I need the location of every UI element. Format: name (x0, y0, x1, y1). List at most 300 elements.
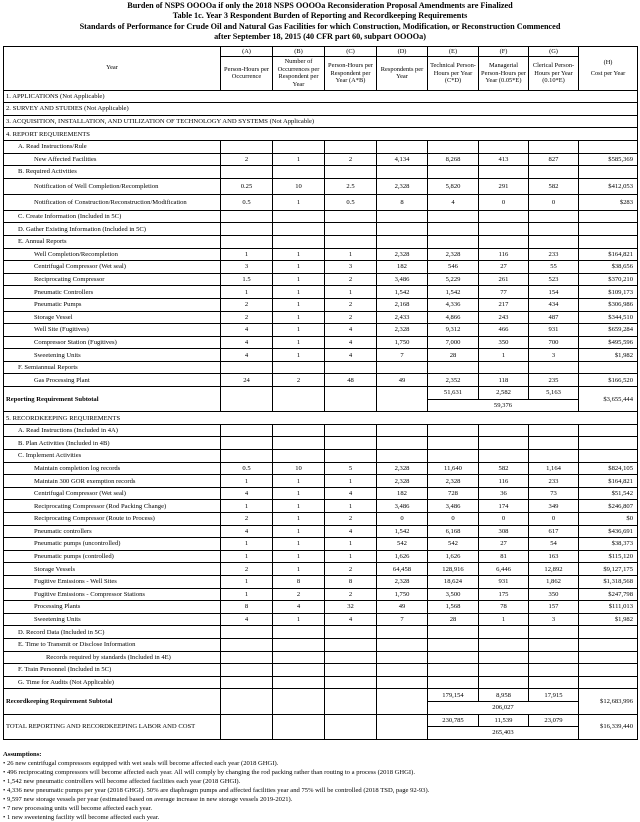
table-cell: 1 (273, 153, 325, 166)
table-cell: 4,134 (377, 153, 428, 166)
table-cell (529, 626, 579, 639)
row-label: Well Site (Fugitives) (4, 324, 221, 337)
subtotal-cost: $3,655,444 (579, 387, 638, 412)
table-cell: 4 (221, 525, 273, 538)
table-cell (529, 638, 579, 651)
table-cell (428, 140, 479, 153)
table-cell: 1 (273, 475, 325, 488)
table-cell: 1,862 (529, 575, 579, 588)
table-cell: $344,510 (579, 311, 638, 324)
table-cell: 163 (529, 550, 579, 563)
table-cell: 3,486 (377, 500, 428, 513)
table-cell: 827 (529, 153, 579, 166)
table-cell: 1 (273, 324, 325, 337)
table-cell (273, 651, 325, 664)
table-cell: 5,229 (428, 273, 479, 286)
table-cell: $166,520 (579, 374, 638, 387)
table-cell: 4 (221, 336, 273, 349)
table-cell: 3 (529, 349, 579, 362)
table-cell: $38,373 (579, 538, 638, 551)
blank-cell (273, 714, 325, 739)
table-cell: $283 (579, 194, 638, 210)
table-cell (529, 437, 579, 450)
table-cell: 235 (529, 374, 579, 387)
table-cell: 4 (325, 324, 377, 337)
table-cell: 1.5 (221, 273, 273, 286)
table-cell: 2,328 (377, 475, 428, 488)
table-cell (325, 235, 377, 248)
header-label-b: Number of Occurrences per Respondent per Year (273, 57, 325, 90)
table-cell: 7,000 (428, 336, 479, 349)
table-cell (428, 638, 479, 651)
table-cell (428, 235, 479, 248)
table-cell: 0 (377, 513, 428, 526)
table-row (4, 324, 638, 337)
row-label: C. Implement Activities (4, 450, 221, 463)
header-letter-a: (A) (221, 46, 273, 57)
table-cell: 182 (377, 487, 428, 500)
table-row (4, 261, 638, 274)
table-cell: 1 (221, 538, 273, 551)
row-label: Sweetening Units (4, 613, 221, 626)
table-cell: 1 (325, 286, 377, 299)
table-row (4, 273, 638, 286)
table-cell (273, 361, 325, 374)
table-cell (579, 235, 638, 248)
table-cell: 49 (377, 601, 428, 614)
table-cell: 1 (273, 525, 325, 538)
table-cell (579, 638, 638, 651)
table-cell (377, 140, 428, 153)
subtotal-cost: $12,683,996 (579, 689, 638, 714)
table-row (4, 286, 638, 299)
table-cell: 175 (479, 588, 529, 601)
row-label: B. Required Activities (4, 166, 221, 179)
table-cell: 2,328 (377, 324, 428, 337)
row-label: E. Annual Reports (4, 235, 221, 248)
table-cell: $38,656 (579, 261, 638, 274)
table-cell (529, 140, 579, 153)
row-label: Reciprocating Compressor (Rod Packing Change) (4, 500, 221, 513)
table-cell: 81 (479, 550, 529, 563)
table-cell (273, 664, 325, 677)
section-label: 2. SURVEY AND STUDIES (Not Applicable) (4, 103, 638, 116)
row-label: C. Create Information (Included in 5C) (4, 210, 221, 223)
table-cell: 4 (325, 525, 377, 538)
table-row (4, 588, 638, 601)
row-label: Pneumatic pumps (controlled) (4, 550, 221, 563)
row-label: Maintain completion log records (4, 462, 221, 475)
table-cell: $247,798 (579, 588, 638, 601)
table-cell: 27 (479, 538, 529, 551)
table-cell (479, 210, 529, 223)
table-row (4, 424, 638, 437)
table-row (4, 513, 638, 526)
table-row (4, 374, 638, 387)
table-cell: 1 (221, 575, 273, 588)
table-cell: 4 (221, 324, 273, 337)
table-cell: 0.25 (221, 178, 273, 194)
blank-cell (273, 689, 325, 714)
header-label-e: Technical Person-Hours per Year (C*D) (428, 57, 479, 90)
table-cell (579, 437, 638, 450)
table-cell (529, 361, 579, 374)
section-label: 3. ACQUISITION, INSTALLATION, AND UTILIZATION OF TECHNOLOGY AND SYSTEMS (Not Applicable) (4, 115, 638, 128)
row-label: D. Gather Existing Information (Included in 5C) (4, 223, 221, 236)
table-cell (479, 664, 529, 677)
table-cell: 1 (479, 349, 529, 362)
table-cell (377, 450, 428, 463)
table-cell: 78 (479, 601, 529, 614)
title-line-1: Burden of NSPS OOOOa if only the 2018 NSPS OOOOa Reconsideration Proposal Amendments are Finalized (127, 1, 513, 10)
table-cell: 174 (479, 500, 529, 513)
assumption-item: • 1 new sweetening facility will become affected each year. (3, 814, 160, 822)
table-cell: 217 (479, 298, 529, 311)
table-cell (273, 140, 325, 153)
header-letter-f: (F) (479, 46, 529, 57)
table-cell (221, 664, 273, 677)
table-cell: $1,982 (579, 349, 638, 362)
title-line-3: Standards of Performance for Crude Oil and Natural Gas Facilities for which Construction, Modification, or Reconstruction Commenced (79, 21, 561, 31)
table-cell: 4 (221, 349, 273, 362)
table-cell: 1 (221, 500, 273, 513)
table-cell (377, 651, 428, 664)
table-cell: 1,542 (377, 525, 428, 538)
title-line-4: after September 18, 2015 (40 CFR part 60, subpart OOOOa) (214, 32, 426, 42)
table-cell (325, 450, 377, 463)
table-cell (273, 676, 325, 689)
subtotal-managerial: 11,539 (479, 714, 529, 727)
table-cell: 8 (325, 575, 377, 588)
table-cell: 1 (221, 248, 273, 261)
section-row (4, 115, 638, 128)
section-row (4, 412, 638, 425)
table-cell: 2,328 (377, 178, 428, 194)
table-cell (479, 651, 529, 664)
table-cell: 4 (325, 349, 377, 362)
table-cell (325, 223, 377, 236)
table-cell (325, 626, 377, 639)
table-cell: 2 (221, 513, 273, 526)
table-row (4, 361, 638, 374)
header-label-g: Clerical Person-Hours per Year (0.10*E) (529, 57, 579, 90)
table-cell (579, 664, 638, 677)
table-cell: $306,986 (579, 298, 638, 311)
row-label: Storage Vessel (4, 311, 221, 324)
table-cell (273, 424, 325, 437)
table-cell: 32 (325, 601, 377, 614)
table-cell: 434 (529, 298, 579, 311)
table-cell: $115,120 (579, 550, 638, 563)
table-cell: 2,328 (428, 475, 479, 488)
table-cell: 2 (325, 273, 377, 286)
table-cell (273, 450, 325, 463)
table-cell: 157 (529, 601, 579, 614)
table-cell (479, 638, 529, 651)
table-row (4, 311, 638, 324)
table-cell (377, 626, 428, 639)
table-cell (221, 638, 273, 651)
table-cell (377, 223, 428, 236)
table-cell: 154 (529, 286, 579, 299)
table-cell: 2 (325, 588, 377, 601)
row-label: Pneumatic Pumps (4, 298, 221, 311)
table-cell: 2 (325, 298, 377, 311)
table-cell: 8,268 (428, 153, 479, 166)
header-label-d: Respondents per Year (377, 57, 428, 90)
table-cell: 54 (529, 538, 579, 551)
table-cell (377, 235, 428, 248)
header-label-c: Person-Hours per Respondent per Year (A*B) (325, 57, 377, 90)
table-row (4, 601, 638, 614)
row-label: Records required by standards (Included in 4E) (4, 651, 221, 664)
table-cell: 77 (479, 286, 529, 299)
table-cell: 6,168 (428, 525, 479, 538)
table-cell: 73 (529, 487, 579, 500)
title-line-2: Table 1c. Year 3 Respondent Burden of Reporting and Recordkeeping Requirements (172, 11, 468, 21)
table-row (4, 462, 638, 475)
table-cell: $9,127,175 (579, 563, 638, 576)
table-cell: 2,328 (377, 248, 428, 261)
table-cell (221, 223, 273, 236)
blank-cell (377, 387, 428, 412)
table-cell: 1,542 (377, 286, 428, 299)
table-cell: 116 (479, 475, 529, 488)
row-label: E. Time to Transmit or Disclose Information (4, 638, 221, 651)
row-label: Centrifugal Compressor (Wet seal) (4, 487, 221, 500)
table-cell: 8 (377, 194, 428, 210)
table-row (4, 336, 638, 349)
subtotal-row (4, 387, 638, 400)
table-cell: 523 (529, 273, 579, 286)
table-row (4, 638, 638, 651)
table-cell (273, 437, 325, 450)
subtotal-label: TOTAL REPORTING AND RECORDKEEPING LABOR AND COST (4, 714, 221, 739)
table-cell: $109,173 (579, 286, 638, 299)
table-row (4, 538, 638, 551)
table-row (4, 550, 638, 563)
table-cell (428, 651, 479, 664)
table-cell: 700 (529, 336, 579, 349)
table-cell: 5,820 (428, 178, 479, 194)
table-cell: 4 (221, 487, 273, 500)
header-label-h: Cost per Year (590, 69, 626, 77)
table-cell: 1,626 (428, 550, 479, 563)
section-label: 5. RECORDKEEPING REQUIREMENTS (4, 412, 638, 425)
table-cell (428, 424, 479, 437)
table-cell (377, 210, 428, 223)
table-cell: 0.5 (325, 194, 377, 210)
subtotal-label: Recordkeeping Requirement Subtotal (4, 689, 221, 714)
table-cell (579, 140, 638, 153)
table-cell (377, 664, 428, 677)
table-cell (428, 626, 479, 639)
table-cell: 1 (273, 563, 325, 576)
header-letter-c: (C) (325, 46, 377, 57)
table-row (4, 613, 638, 626)
blank-cell (325, 387, 377, 412)
table-cell: 2 (221, 298, 273, 311)
table-cell: 350 (529, 588, 579, 601)
blank-cell (273, 387, 325, 412)
table-cell: 2 (221, 311, 273, 324)
subtotal-hours-sum: 206,027 (428, 701, 579, 714)
table-row (4, 153, 638, 166)
table-cell: 6,446 (479, 563, 529, 576)
table-cell: 1 (273, 500, 325, 513)
subtotal-hours-sum: 59,376 (428, 399, 579, 412)
header-letter-g: (G) (529, 46, 579, 57)
row-label: Reciprocating Compressor (Route to Process) (4, 513, 221, 526)
table-cell: 2,433 (377, 311, 428, 324)
header-letter-h: (H) (603, 59, 613, 67)
assumption-item: • 496 reciprocating compressors will become affected each year. All will comply by changing the rod packing rather than routing to a process (2018 GHGI). (3, 768, 415, 776)
table-cell: 233 (529, 475, 579, 488)
row-label: F. Train Personnel (Included in 5C) (4, 664, 221, 677)
table-cell: 2,328 (377, 462, 428, 475)
table-row (4, 223, 638, 236)
row-label: Sweetening Units (4, 349, 221, 362)
table-cell: 1 (273, 550, 325, 563)
table-cell (273, 626, 325, 639)
row-label: Pneumatic controllers (4, 525, 221, 538)
table-cell: 1 (221, 286, 273, 299)
table-cell: $0 (579, 513, 638, 526)
table-cell: 4 (325, 613, 377, 626)
table-cell: $436,691 (579, 525, 638, 538)
header-year: Year (4, 46, 221, 90)
table-cell: 1 (273, 273, 325, 286)
table-cell (221, 140, 273, 153)
table-cell (579, 424, 638, 437)
subtotal-row (4, 689, 638, 702)
table-cell (579, 210, 638, 223)
subtotal-clerical: 5,163 (529, 387, 579, 400)
table-cell: 1 (273, 538, 325, 551)
table-cell: 4,336 (428, 298, 479, 311)
table-cell: 1 (273, 613, 325, 626)
table-cell: 8 (221, 601, 273, 614)
table-cell: $824,105 (579, 462, 638, 475)
table-cell: 0.5 (221, 462, 273, 475)
table-cell: $495,596 (579, 336, 638, 349)
subtotal-technical: 51,631 (428, 387, 479, 400)
subtotal-label: Reporting Requirement Subtotal (4, 387, 221, 412)
table-cell: $1,982 (579, 613, 638, 626)
burden-table (3, 46, 638, 740)
blank-cell (325, 689, 377, 714)
table-cell (325, 437, 377, 450)
table-row (4, 676, 638, 689)
subtotal-clerical: 23,079 (529, 714, 579, 727)
row-label: New Affected Facilities (4, 153, 221, 166)
table-cell (529, 676, 579, 689)
table-cell: 1 (273, 513, 325, 526)
table-cell (325, 210, 377, 223)
section-row (4, 90, 638, 103)
subtotal-cost: $16,339,440 (579, 714, 638, 739)
table-row (4, 450, 638, 463)
table-cell (579, 651, 638, 664)
table-cell (529, 166, 579, 179)
table-cell (325, 676, 377, 689)
row-label: B. Plan Activities (Included in 4B) (4, 437, 221, 450)
table-cell: 7 (377, 349, 428, 362)
table-cell: 0 (529, 513, 579, 526)
table-cell (479, 626, 529, 639)
row-label: Centrifugal Compressor (Wet seal) (4, 261, 221, 274)
table-cell: 243 (479, 311, 529, 324)
table-cell: 542 (377, 538, 428, 551)
table-cell: 1,626 (377, 550, 428, 563)
table-cell: 0 (529, 194, 579, 210)
header-cost (579, 46, 638, 90)
row-label: Processing Plants (4, 601, 221, 614)
table-cell: 27 (479, 261, 529, 274)
table-cell (579, 223, 638, 236)
table-cell: 1 (273, 248, 325, 261)
table-cell (428, 437, 479, 450)
table-cell (579, 166, 638, 179)
table-row (4, 437, 638, 450)
table-cell: 116 (479, 248, 529, 261)
subtotal-technical: 230,785 (428, 714, 479, 727)
table-cell: 18,624 (428, 575, 479, 588)
table-row (4, 298, 638, 311)
table-cell (428, 450, 479, 463)
table-cell (479, 676, 529, 689)
table-cell (479, 235, 529, 248)
row-label: Notification of Construction/Reconstruction/Modification (4, 194, 221, 210)
section-row (4, 103, 638, 116)
table-cell: $659,284 (579, 324, 638, 337)
section-label: 1. APPLICATIONS (Not Applicable) (4, 90, 638, 103)
table-row (4, 475, 638, 488)
section-label: 4. REPORT REQUIREMENTS (4, 128, 638, 141)
table-cell (325, 140, 377, 153)
table-cell (377, 361, 428, 374)
table-cell: 1 (273, 286, 325, 299)
table-cell (325, 651, 377, 664)
row-label: A. Read Instructions/Rule (4, 140, 221, 153)
table-cell: 2 (325, 513, 377, 526)
row-label: A. Read Instructions (Included in 4A) (4, 424, 221, 437)
table-cell: $246,807 (579, 500, 638, 513)
row-label: Fugitive Emissions - Compressor Stations (4, 588, 221, 601)
table-cell: 1 (325, 500, 377, 513)
table-cell (221, 361, 273, 374)
table-cell (377, 437, 428, 450)
table-cell (273, 638, 325, 651)
table-cell: 542 (428, 538, 479, 551)
subtotal-clerical: 17,915 (529, 689, 579, 702)
table-cell: 546 (428, 261, 479, 274)
table-cell: 1 (325, 538, 377, 551)
table-cell: 2 (273, 588, 325, 601)
table-cell: $412,053 (579, 178, 638, 194)
blank-cell (221, 387, 273, 412)
table-cell (325, 166, 377, 179)
table-cell: 350 (479, 336, 529, 349)
table-row (4, 140, 638, 153)
table-row (4, 194, 638, 210)
table-cell (325, 664, 377, 677)
table-cell (529, 424, 579, 437)
row-label: Fugitive Emissions - Well Sites (4, 575, 221, 588)
table-cell (377, 638, 428, 651)
row-label: Pneumatic Controllers (4, 286, 221, 299)
subtotal-managerial: 2,582 (479, 387, 529, 400)
